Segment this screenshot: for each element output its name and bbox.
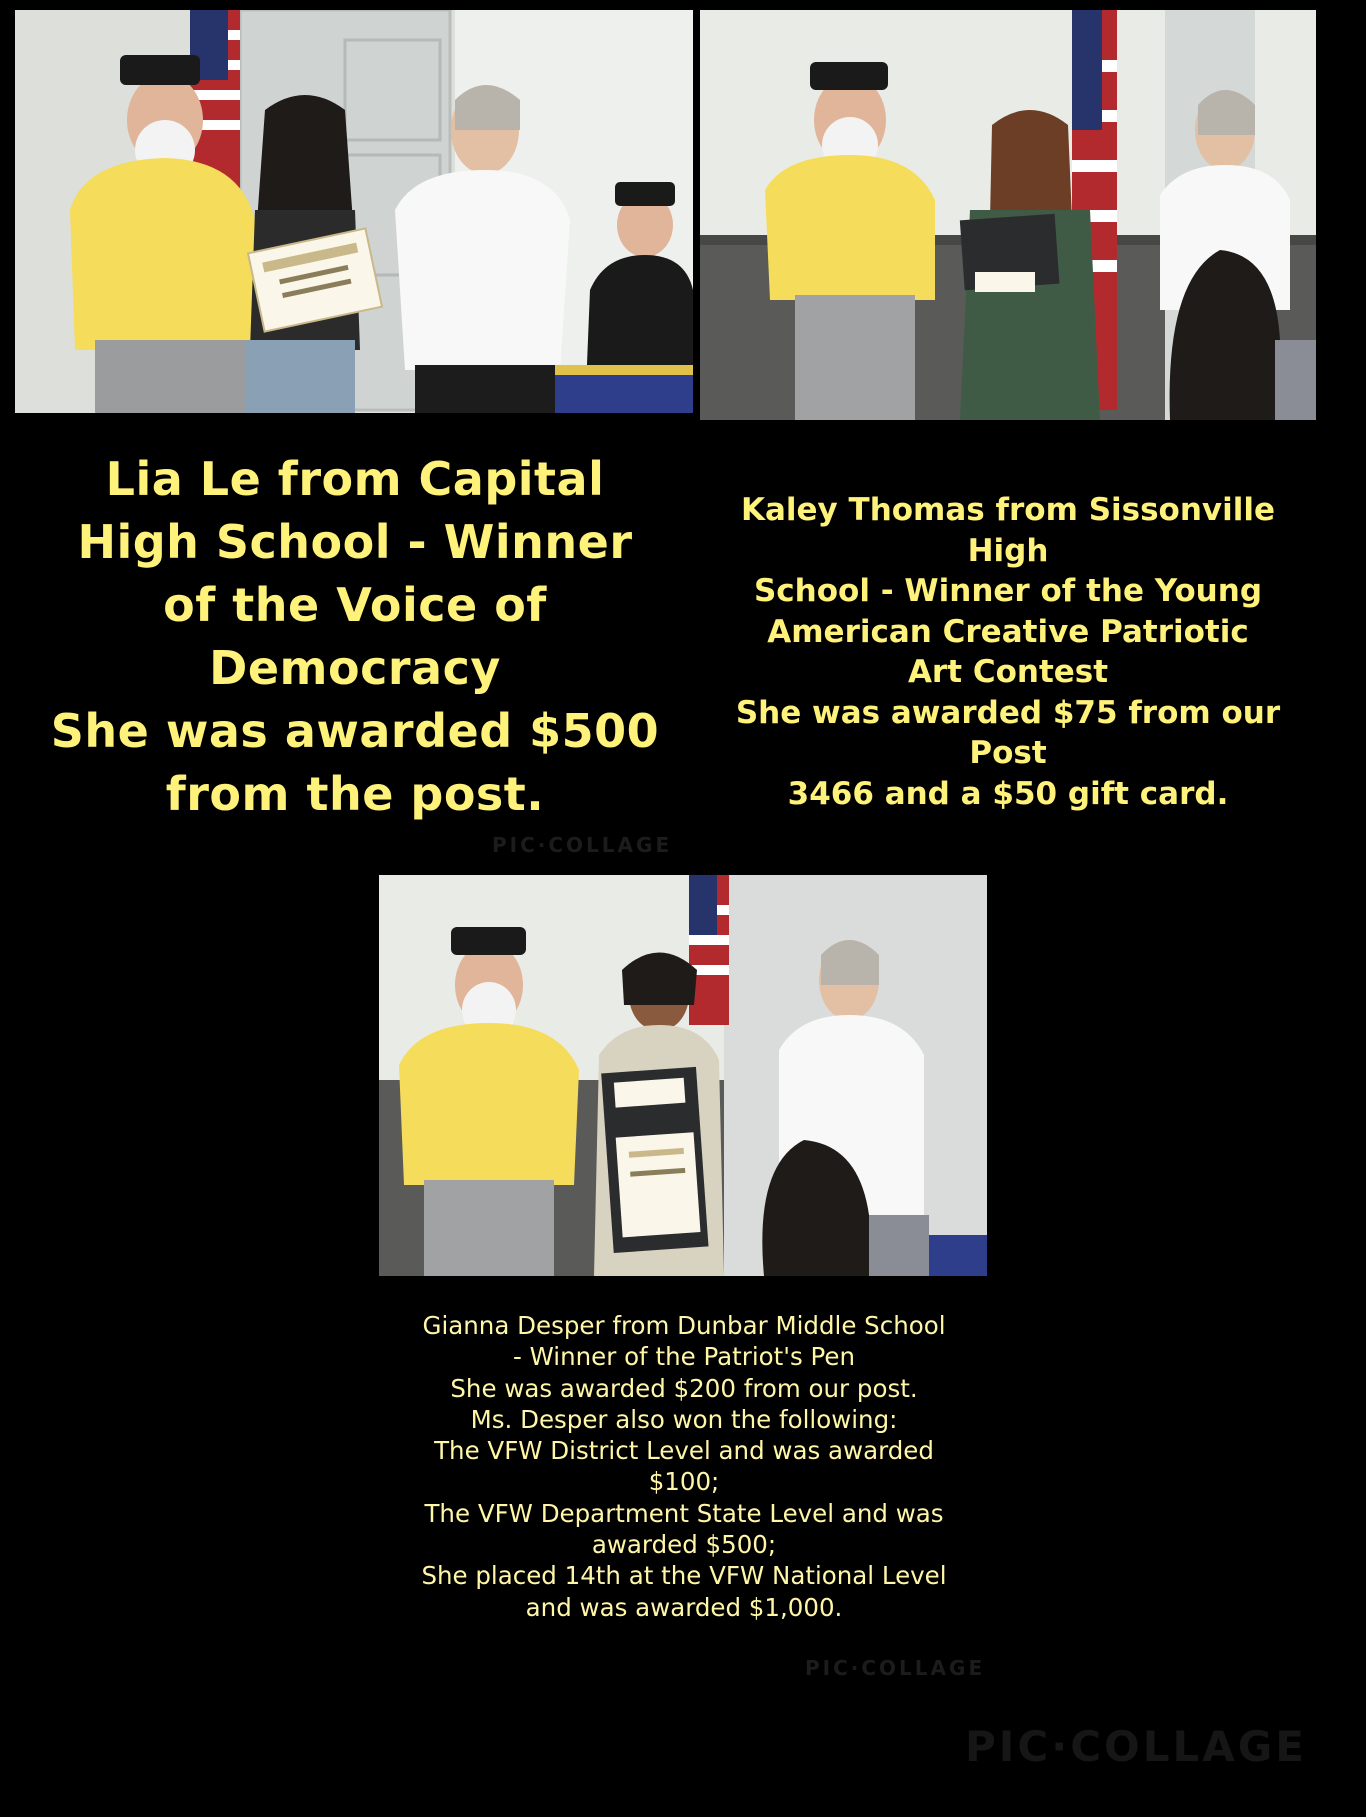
caption-line: Lia Le from Capital <box>105 452 605 506</box>
caption-line: She was awarded $500 <box>50 704 660 758</box>
caption-line: Gianna Desper from Dunbar Middle School <box>422 1311 946 1340</box>
caption-line: She was awarded $200 from our post. <box>450 1373 918 1403</box>
caption-lia-le <box>30 448 680 826</box>
caption-line: The VFW District Level and was awarded <box>434 1436 934 1466</box>
caption-line: High School - Winner <box>77 515 633 569</box>
photo-scene <box>379 875 987 1276</box>
caption-line: Ms. Desper also won the following: <box>470 1404 898 1434</box>
watermark-pic-collage: PIC·COLLAGE <box>965 1722 1307 1771</box>
caption-line: and was awarded $1,000. <box>525 1592 843 1622</box>
caption-gianna-desper <box>380 1310 988 1623</box>
photo-scene <box>700 10 1316 420</box>
caption-line: of the Voice of <box>163 578 547 632</box>
award-photo-gianna-desper <box>379 875 987 1276</box>
caption-line: American Creative Patriotic <box>767 613 1249 650</box>
caption-line: Kaley Thomas from Sissonville High <box>740 492 1276 569</box>
watermark-pic-collage: PIC·COLLAGE <box>805 1656 986 1680</box>
caption-line: Democracy <box>209 641 501 695</box>
caption-kaley-thomas <box>700 490 1316 814</box>
watermark-pic-collage: PIC·COLLAGE <box>492 833 673 857</box>
caption-line: awarded $500; <box>591 1530 777 1560</box>
caption-line: from the post. <box>165 767 545 821</box>
caption-line: The VFW Department State Level and was <box>424 1498 944 1528</box>
caption-line: 3466 and a $50 gift card. <box>787 775 1229 812</box>
award-photo-lia-le <box>15 10 693 413</box>
caption-line: Art Contest <box>907 654 1109 690</box>
caption-line: - Winner of the Patriot's Pen <box>512 1342 856 1372</box>
photo-scene <box>15 10 693 413</box>
award-photo-kaley-thomas <box>700 10 1316 420</box>
caption-line: She was awarded $75 from our Post <box>735 694 1281 771</box>
caption-line: School - Winner of the Young <box>753 573 1263 609</box>
caption-line: $100; <box>648 1467 720 1497</box>
caption-line: She placed 14th at the VFW National Level <box>421 1561 947 1591</box>
